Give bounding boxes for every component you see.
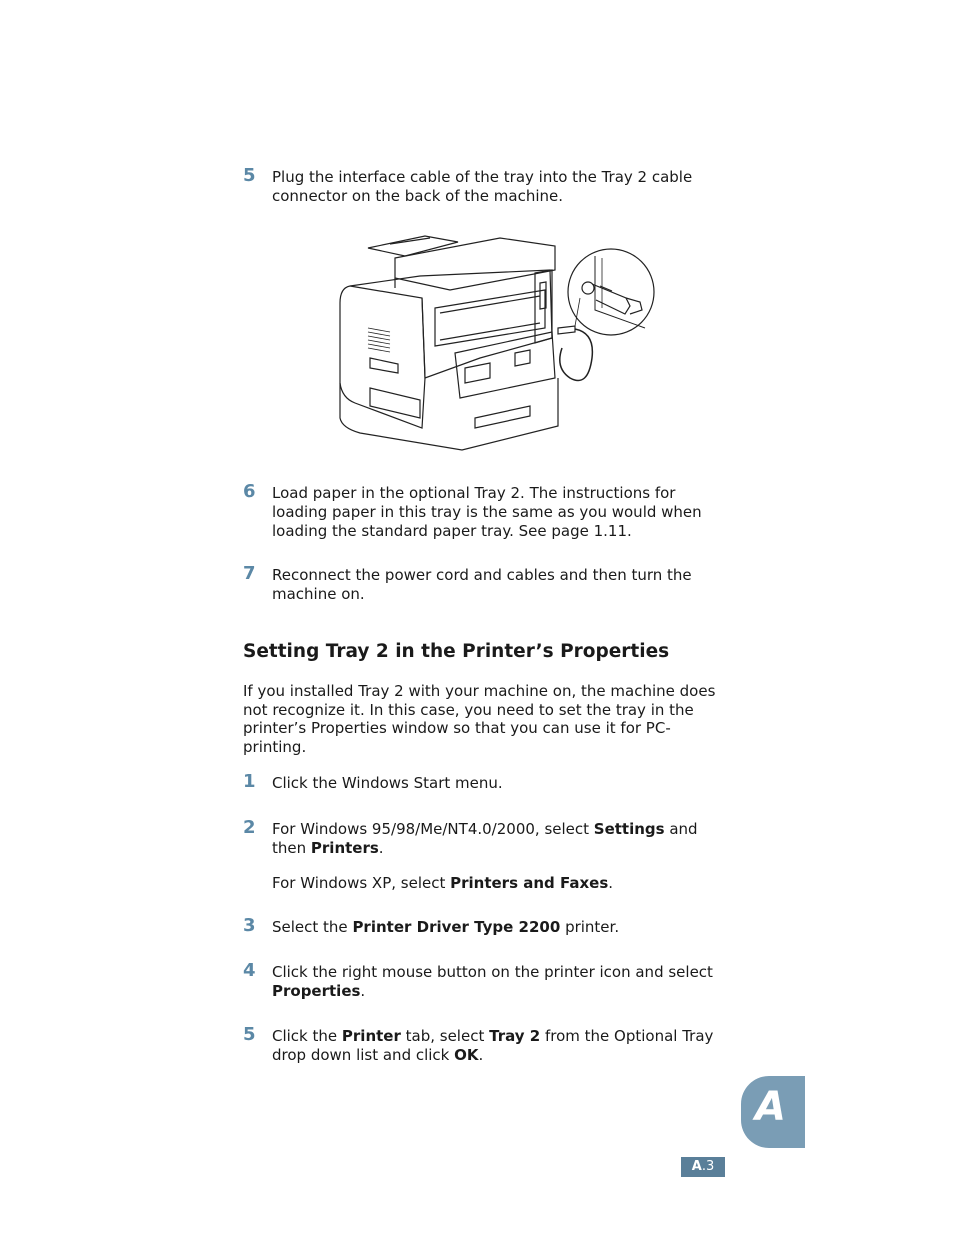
step-4-properties (243, 960, 723, 1001)
step-2-settings (243, 817, 723, 893)
step-text (272, 918, 723, 937)
intro-paragraph: If you installed Tray 2 with your machine on, the machine does not recognize it. In this case, you need to set the tray in the printer’s Properties window so that you can use it for PC-printing. (243, 682, 716, 756)
bold-term-printers-and-faxes: Printers and Faxes (450, 874, 609, 892)
step-number: 5 (243, 165, 256, 186)
bold-term-settings: Settings (593, 820, 665, 838)
step-text: Plug the interface cable of the tray into the Tray 2 cable connector on the back of the machine. (272, 168, 693, 205)
chapter-tab-letter: A (755, 1084, 786, 1130)
text-run: and then (272, 820, 698, 857)
step-text: Click the Windows Start menu. (272, 774, 503, 792)
text-run: . (478, 1046, 484, 1064)
step-text: Reconnect the power cord and cables and then turn the machine on. (272, 566, 692, 603)
text-run: For Windows 95/98/Me/NT4.0/2000, select (272, 820, 594, 838)
step-7-reconnect (243, 563, 723, 604)
page-number (681, 1157, 725, 1177)
text-run: Click the (272, 1027, 342, 1045)
step-5-printer-tab (243, 1024, 723, 1065)
text-run: . (378, 839, 384, 857)
step-3-select-printer (243, 915, 723, 937)
text-run: Click the right mouse button on the printer icon and select (272, 963, 713, 981)
printer-tray-illustration (330, 228, 660, 456)
step-text (272, 1027, 723, 1065)
step-number: 4 (243, 960, 256, 981)
step-number: 5 (243, 1024, 256, 1045)
bold-term-tray-2: Tray 2 (489, 1027, 541, 1045)
page-index: .3 (701, 1159, 715, 1174)
text-run: . (360, 982, 366, 1000)
step-6-load-paper (243, 481, 723, 541)
step-text-xp (272, 874, 723, 893)
step-number: 1 (243, 771, 256, 792)
page-chapter: A (691, 1159, 702, 1174)
step-text (272, 820, 723, 858)
step-number: 6 (243, 481, 256, 502)
bold-term-properties: Properties (272, 982, 361, 1000)
text-run: from the Optional Tray drop down list and click (272, 1027, 714, 1064)
step-5-cable (243, 165, 723, 206)
step-number: 7 (243, 563, 256, 584)
step-text (272, 963, 723, 1001)
text-run: Select the (272, 918, 353, 936)
section-heading: Setting Tray 2 in the Printer’s Properties (243, 641, 670, 662)
bold-term-driver: Printer Driver Type 2200 (352, 918, 561, 936)
step-text: Load paper in the optional Tray 2. The instructions for loading paper in this tray is the same as you would when loading the standard paper tray. See page 1.11. (272, 484, 702, 540)
bold-term-ok: OK (454, 1046, 479, 1064)
text-run: tab, select (400, 1027, 490, 1045)
step-number: 2 (243, 817, 256, 838)
bold-term-printer: Printer (341, 1027, 401, 1045)
chapter-tab (741, 1076, 805, 1148)
step-number: 3 (243, 915, 256, 936)
text-run: printer. (560, 918, 620, 936)
text-run: For Windows XP, select (272, 874, 451, 892)
text-run: . (608, 874, 614, 892)
step-1-start-menu (243, 771, 723, 793)
bold-term-printers: Printers (310, 839, 379, 857)
